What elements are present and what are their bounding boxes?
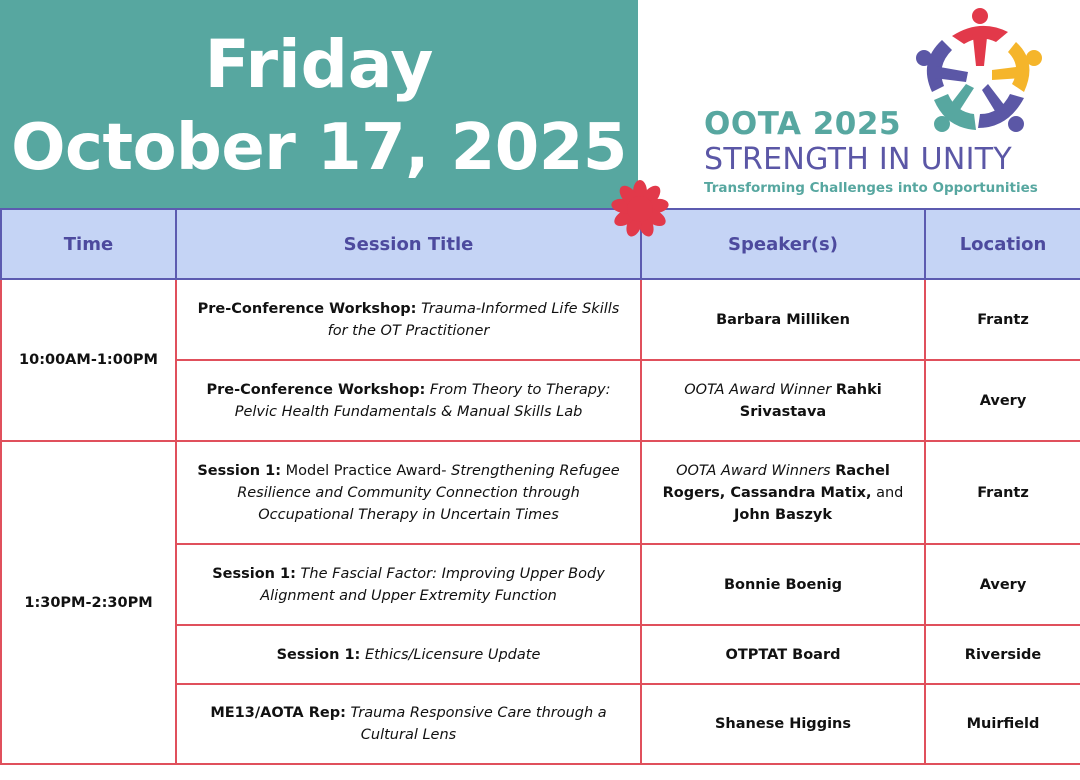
date-heading: October 17, 2025 bbox=[11, 111, 627, 185]
session-name: From Theory to Therapy: Pelvic Health Fundamentals & Manual Skills Lab bbox=[234, 381, 611, 420]
session-title bbox=[176, 625, 641, 684]
speaker-cell bbox=[641, 544, 925, 625]
col-header-time: Time bbox=[1, 209, 176, 279]
location-cell: Frantz bbox=[925, 441, 1080, 544]
table-header-row bbox=[1, 209, 1080, 279]
speaker-name: Barbara Milliken bbox=[716, 311, 850, 328]
session-name: Trauma-Informed Life Skills for the OT Practitioner bbox=[327, 300, 620, 339]
session-name: Ethics/Licensure Update bbox=[364, 646, 541, 663]
table-row bbox=[1, 279, 1080, 360]
speaker-cell bbox=[641, 360, 925, 441]
schedule-table bbox=[0, 208, 1080, 765]
speaker-name: OTPTAT Board bbox=[725, 646, 841, 663]
session-name: Trauma Responsive Care through a Cultural Lens bbox=[350, 705, 607, 743]
speaker-name: Rachel Rogers, Cassandra Matix, bbox=[662, 462, 890, 501]
day-heading: Friday bbox=[204, 26, 434, 103]
session-title bbox=[176, 684, 641, 764]
location-cell: Avery bbox=[925, 360, 1080, 441]
col-header-session-title: Session Title bbox=[176, 209, 641, 279]
col-header-location: Location bbox=[925, 209, 1080, 279]
speaker-cell bbox=[641, 441, 925, 544]
session-title bbox=[176, 360, 641, 441]
speaker-name: Rahki Srivastava bbox=[739, 381, 882, 420]
session-prefix: Session 1: bbox=[197, 462, 282, 479]
session-prefix: Session 1: bbox=[276, 646, 361, 663]
flower-icon bbox=[609, 178, 671, 240]
oota-logo bbox=[700, 4, 1080, 204]
session-prefix: Pre-Conference Workshop: bbox=[197, 300, 417, 317]
session-title bbox=[176, 544, 641, 625]
session-prefix: Pre-Conference Workshop: bbox=[206, 381, 426, 398]
table-row bbox=[1, 441, 1080, 544]
speaker-cell bbox=[641, 684, 925, 764]
unity-circle-logo-icon bbox=[912, 6, 1044, 136]
location-cell: Muirfield bbox=[925, 684, 1080, 764]
session-award: Model Practice Award- bbox=[285, 462, 447, 479]
speaker-conjunction: and bbox=[876, 484, 904, 501]
logo-subtitle: Transforming Challenges into Opportunities bbox=[704, 180, 1038, 196]
logo-tagline: STRENGTH IN UNITY bbox=[704, 142, 1013, 177]
speaker-name-2: John Baszyk bbox=[733, 506, 833, 523]
date-banner bbox=[0, 0, 638, 208]
time-slot: 10:00AM-1:00PM bbox=[1, 279, 176, 441]
location-cell: Riverside bbox=[925, 625, 1080, 684]
session-prefix: ME13/AOTA Rep: bbox=[210, 705, 346, 721]
speaker-cell bbox=[641, 625, 925, 684]
location-cell: Frantz bbox=[925, 279, 1080, 360]
session-title bbox=[176, 279, 641, 360]
session-prefix: Session 1: bbox=[212, 565, 296, 582]
session-name: The Fascial Factor: Improving Upper Body Alignment and Upper Extremity Function bbox=[260, 565, 605, 604]
location-cell: Avery bbox=[925, 544, 1080, 625]
speaker-cell bbox=[641, 279, 925, 360]
col-header-speakers: Speaker(s) bbox=[641, 209, 925, 279]
speaker-award: OOTA Award Winner bbox=[684, 381, 832, 398]
session-name: Strengthening Refugee Resilience and Community Connection through Occupational Therapy in Uncertain Times bbox=[237, 462, 620, 523]
speaker-award: OOTA Award Winners bbox=[676, 462, 831, 479]
time-slot: 1:30PM-2:30PM bbox=[1, 441, 176, 764]
logo-title: OOTA 2025 bbox=[704, 106, 902, 142]
speaker-name: Bonnie Boenig bbox=[723, 576, 843, 593]
speaker-name: Shanese Higgins bbox=[714, 716, 851, 732]
session-title bbox=[176, 441, 641, 544]
